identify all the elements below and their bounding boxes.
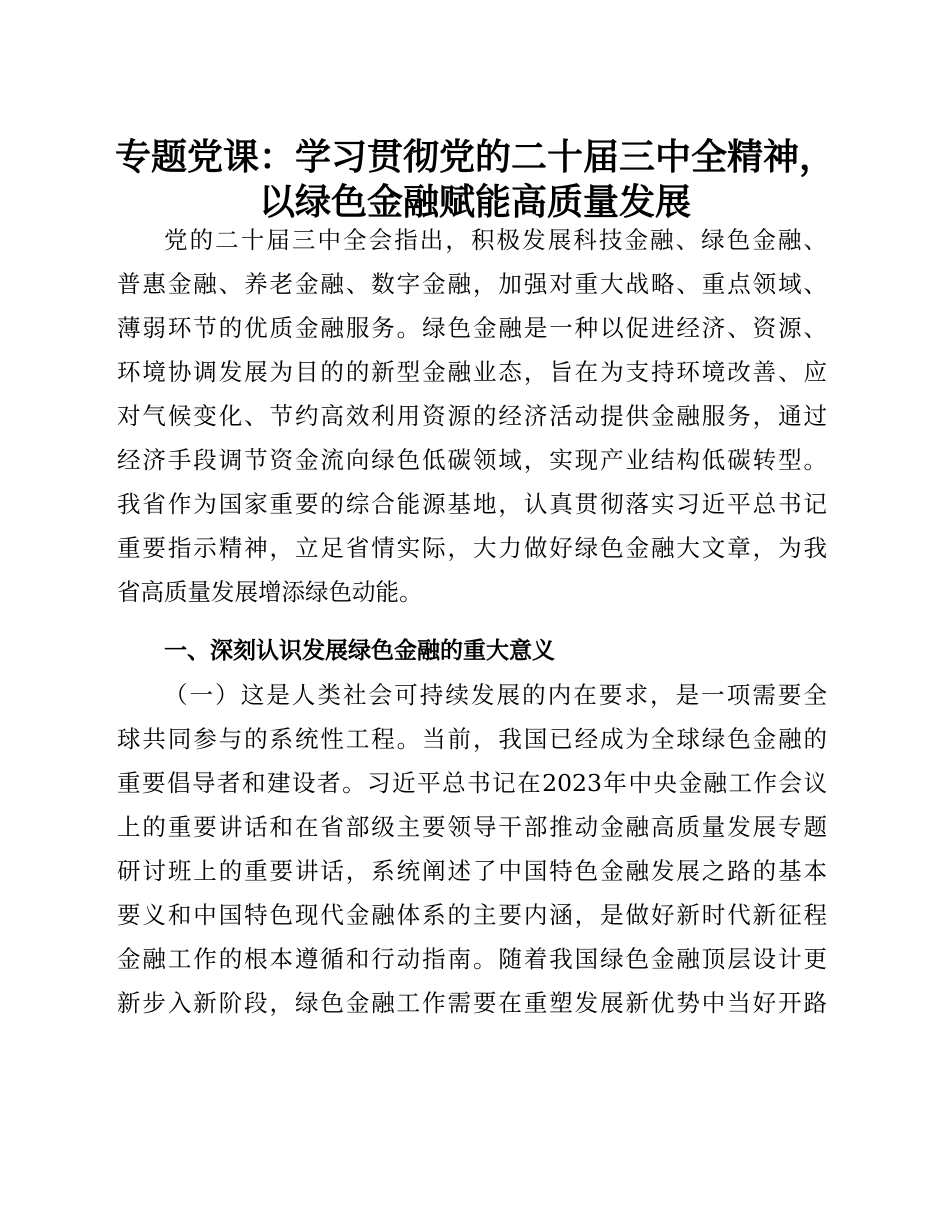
paragraph-line-last: 省高质量发展增添绿色动能。	[117, 578, 423, 606]
paragraph-line: 要义和中国特色现代金融体系的主要内涵，是做好新时代新征程	[117, 901, 827, 929]
paragraph-line: 重要倡导者和建设者。习近平总书记在2023年中央金融工作会议	[117, 769, 827, 797]
paragraph-line: 经济手段调节资金流向绿色低碳领域，实现产业结构低碳转型。	[117, 446, 827, 474]
paragraph-line: 环境协调发展为目的的新型金融业态，旨在为支持环境改善、应	[117, 358, 827, 386]
document-title-line-2: 以绿色金融赋能高质量发展	[258, 181, 691, 223]
paragraph-line: 薄弱环节的优质金融服务。绿色金融是一种以促进经济、资源、	[117, 314, 827, 342]
section-heading: 一、深刻认识发展绿色金融的重大意义	[164, 638, 555, 664]
paragraph-line: 金融工作的根本遵循和行动指南。随着我国绿色金融顶层设计更	[117, 945, 827, 973]
paragraph-line: （一）这是人类社会可持续发展的内在要求，是一项需要全	[164, 681, 827, 709]
paragraph-line: 普惠金融、养老金融、数字金融，加强对重大战略、重点领域、	[117, 270, 827, 298]
paragraph-line: 我省作为国家重要的综合能源基地，认真贯彻落实习近平总书记	[117, 490, 827, 518]
paragraph-line: 研讨班上的重要讲话，系统阐述了中国特色金融发展之路的基本	[117, 857, 827, 885]
document-title-line-1: 专题党课：学习贯彻党的二十届三中全精神，	[114, 136, 835, 178]
paragraph-line: 党的二十届三中全会指出，积极发展科技金融、绿色金融、	[164, 226, 827, 254]
paragraph-line: 上的重要讲话和在省部级主要领导干部推动金融高质量发展专题	[117, 813, 827, 841]
paragraph-line: 对气候变化、节约高效利用资源的经济活动提供金融服务，通过	[117, 402, 827, 430]
paragraph-line: 新步入新阶段，绿色金融工作需要在重塑发展新优势中当好开路	[117, 989, 827, 1017]
paragraph-line: 重要指示精神，立足省情实际，大力做好绿色金融大文章，为我	[117, 534, 827, 562]
paragraph-line: 球共同参与的系统性工程。当前，我国已经成为全球绿色金融的	[117, 725, 827, 753]
